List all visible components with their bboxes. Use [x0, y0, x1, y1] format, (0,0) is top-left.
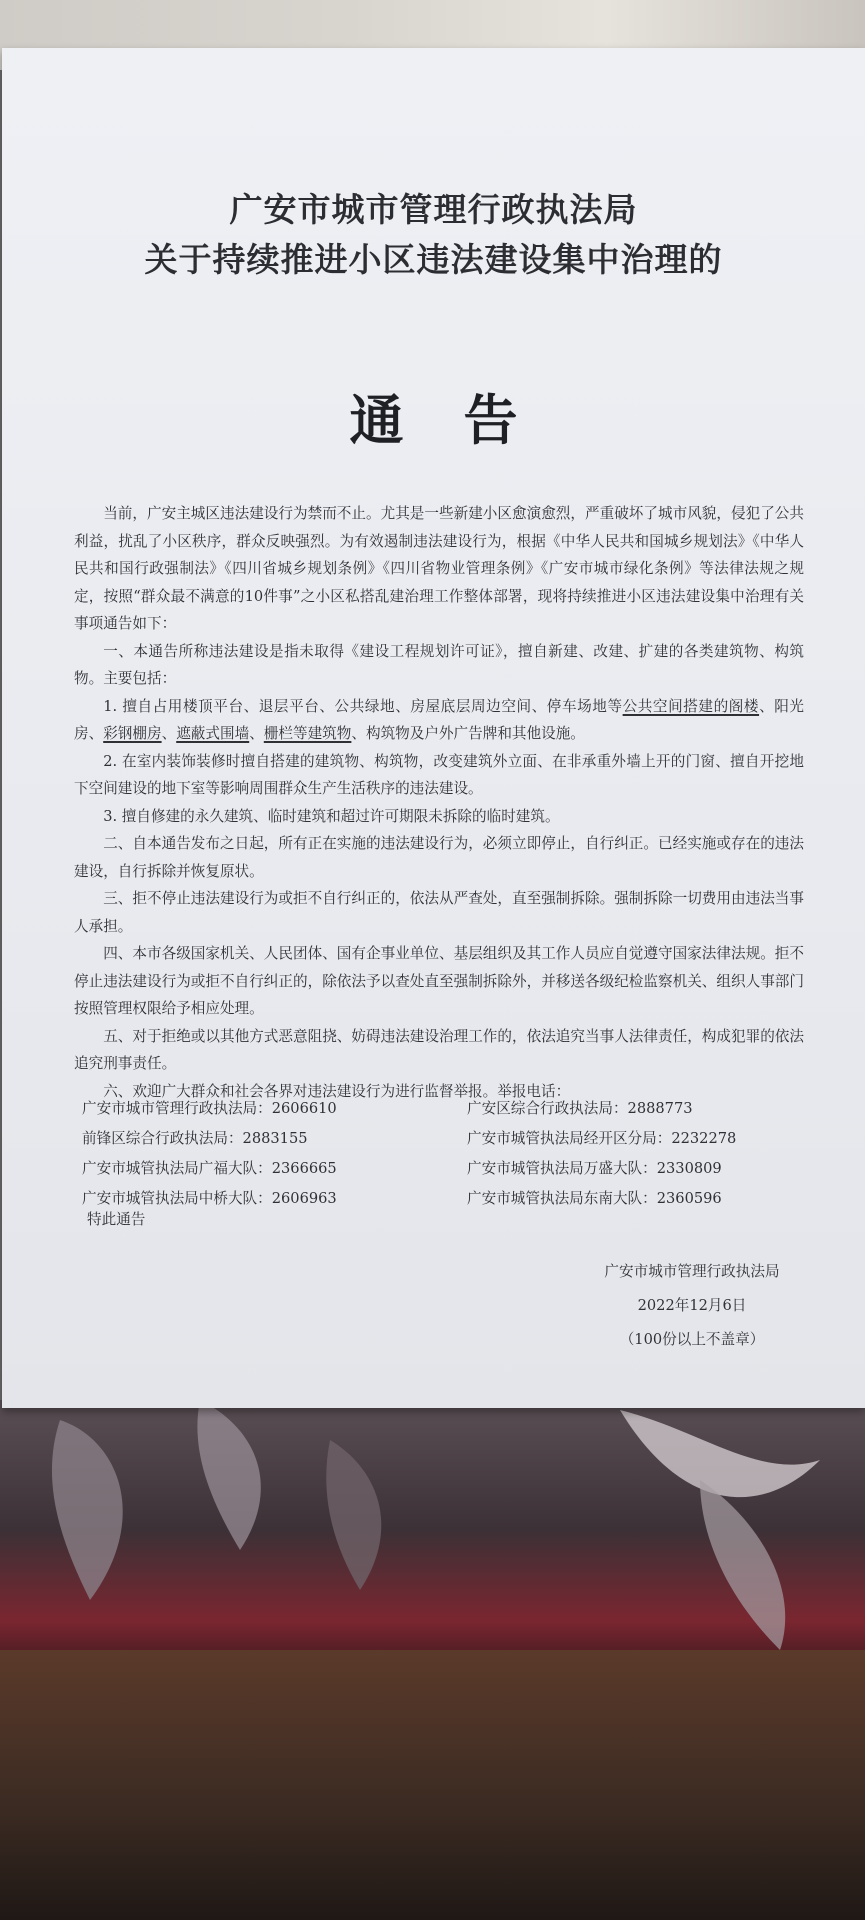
underlined-text: 栅栏等建筑物: [263, 725, 352, 742]
underlined-text: 遮蔽式围墙: [176, 725, 250, 742]
paragraph-5: 五、对于拒绝或以其他方式恶意阻挠、妨碍违法建设治理工作的，依法追究当事人法律责任，构成犯罪的依法追究刑事责任。: [74, 1027, 804, 1072]
text-segment: 、: [161, 725, 177, 742]
contact-row: [82, 1124, 822, 1154]
paragraph-intro: 当前，广安主城区违法建设行为禁而不止。尤其是一些新建小区愈演愈烈，严重破坏了城市风貌，侵犯了公共利益，扰乱了小区秩序，群众反映强烈。为有效遏制违法建设行为，根据《中华人民共和国城乡规划法》《中华人民共和国行政强制法》《四川省城乡规划条例》《四川省物业管理条例》《广安市城市绿化条例》等法律法规之规定，按照“群众最不满意的10件事”之小区私搭乱建治理工作整体部署，现将持续推进小区违法建设集中治理有关事项通告如下：: [74, 505, 804, 632]
underlined-text: 公共空间搭建的阁楼: [622, 697, 760, 715]
contact-item: 广安区综合行政执法局：2888773: [467, 1100, 693, 1117]
text-segment: 、阳光房、: [74, 697, 804, 742]
signature-org: 广安市城市管理行政执法局: [604, 1263, 780, 1280]
paragraph-4: 四、本市各级国家机关、人民团体、国有企事业单位、基层组织及其工作人员应自觉遵守国家法律法规。拒不停止违法建设行为或拒不自行纠正的，除依法予以查处直至强制拆除外，并移送各级纪检监察机关、组织人事部门按照管理权限给予相应处理。: [74, 945, 804, 1017]
contact-item: 广安市城管执法局中桥大队：2606963: [82, 1190, 337, 1207]
text-segment: 、构筑物及户外广告牌和其他设施。: [351, 725, 585, 742]
paragraph-2: 二、自本通告发布之日起，所有正在实施的违法建设行为，必须立即停止，自行纠正。已经实施或存在的违法建设，自行拆除并恢复原状。: [74, 835, 804, 880]
closing-text: 特此通告: [87, 1211, 146, 1228]
paragraph-1: 一、本通告所称违法建设是指未取得《建设工程规划许可证》，擅自新建、改建、扩建的各类建筑物、构筑物。主要包括：: [74, 642, 804, 687]
contact-row: [82, 1184, 822, 1214]
contact-row: [82, 1154, 822, 1184]
contact-item: 广安市城管执法局经开区分局：2232278: [467, 1130, 737, 1147]
notice-title-line1: 广安市城市管理行政执法局: [229, 190, 638, 229]
background-fabric: [0, 1400, 865, 1660]
contact-list: [82, 1094, 822, 1214]
text-segment: 、: [249, 725, 264, 742]
underlined-text: 彩钢棚房: [103, 725, 162, 742]
notice-main-title: 通告: [349, 388, 578, 452]
contact-row: [82, 1094, 822, 1124]
contact-item: 广安市城管执法局东南大队：2360596: [467, 1190, 722, 1207]
signature-note: （100份以上不盖章）: [619, 1331, 765, 1348]
paragraph-6: 六、欢迎广大群众和社会各界对违法建设行为进行监督举报。举报电话：: [103, 1082, 571, 1100]
notice-paper: [2, 48, 865, 1408]
contact-item: 广安市城管执法局广福大队：2366665: [82, 1160, 337, 1177]
paragraph-1-item-2: 2. 在室内装饰装修时擅自搭建的建筑物、构筑物，改变建筑外立面、在非承重外墙上开的门窗、擅自开挖地下空间建设的地下室等影响周围群众生产生活秩序的违法建设。: [74, 752, 804, 797]
paragraph-1-item-3: 3. 擅自修建的永久建筑、临时建筑和超过许可期限未拆除的临时建筑。: [103, 807, 560, 825]
signature-date: 2022年12月6日: [637, 1297, 747, 1314]
notice-title-line2: 关于持续推进小区违法建设集中治理的: [144, 240, 723, 279]
notice-body: [74, 500, 804, 1105]
contact-item: 广安市城市管理行政执法局：2606610: [82, 1100, 337, 1117]
background-floor: [0, 1650, 865, 1920]
leaf-pattern-icon: [0, 1400, 865, 1660]
contact-item: 广安市城管执法局万盛大队：2330809: [467, 1160, 722, 1177]
paragraph-3: 三、拒不停止违法建设行为或拒不自行纠正的，依法从严查处，直至强制拆除。强制拆除一切费用由违法当事人承担。: [74, 890, 804, 935]
contact-item: 前锋区综合行政执法局：2883155: [82, 1130, 308, 1147]
paragraph-1-item-1: [74, 693, 804, 748]
text-segment: 1. 擅自占用楼顶平台、退层平台、公共绿地、房屋底层周边空间、停车场地等: [103, 697, 623, 715]
